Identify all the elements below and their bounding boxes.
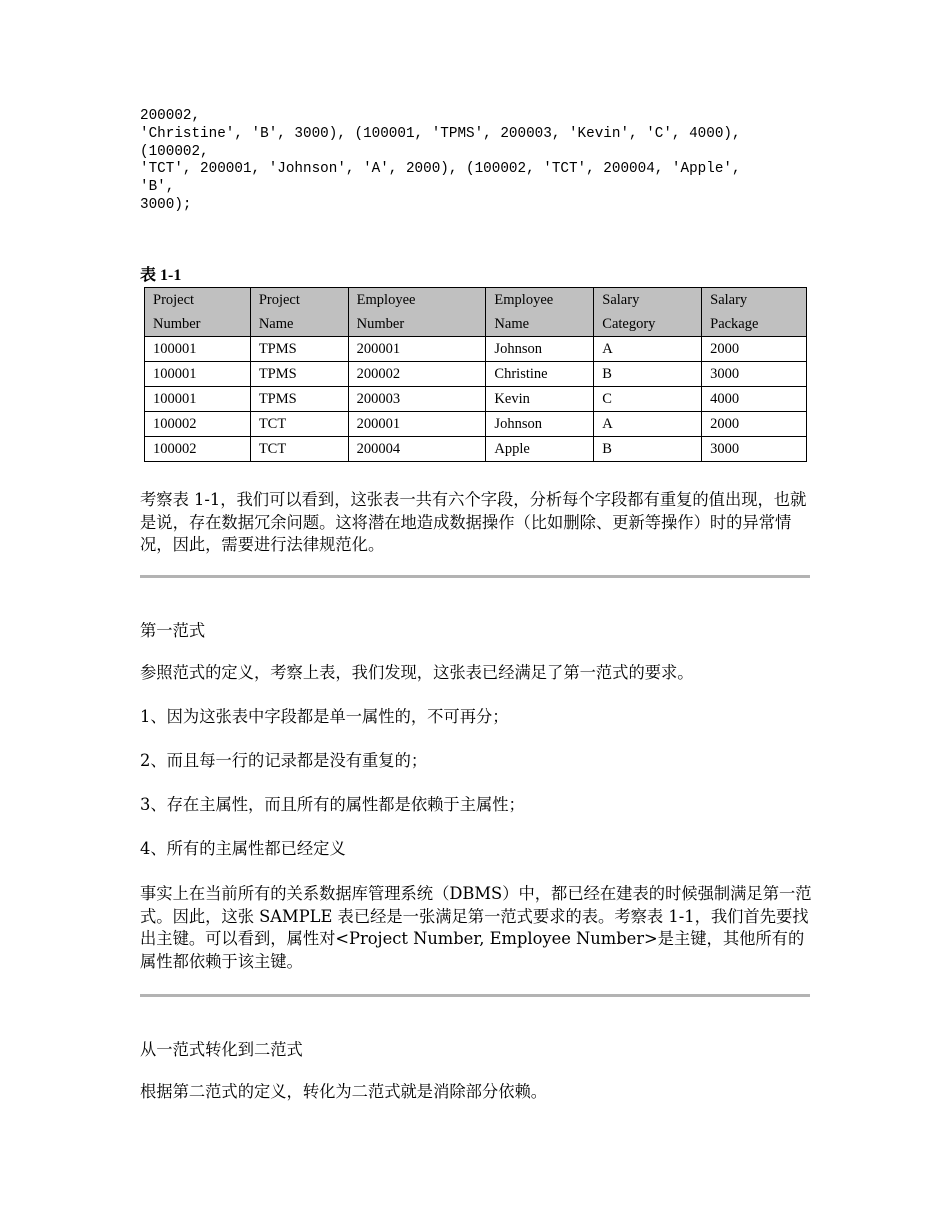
- first-normal-form-explanation: 事实上在当前所有的关系数据库管理系统（DBMS）中，都已经在建表的时候强制满足第一范式。因此，这张 SAMPLE 表已经是一张满足第一范式要求的表。考察表 1-1，我们首先要找出主键。可以看到，属性对<Project Number, Employee Number>是主键，其他所有的属性都依赖于该主键。: [140, 884, 812, 971]
- list-item: 2、而且每一行的记录都是没有重复的；: [140, 751, 428, 770]
- header-project-number: Project Number: [145, 288, 251, 337]
- table-cell: 3000: [702, 437, 807, 462]
- code-line: 'TCT', 200001, 'Johnson', 'A', 2000), (100002, 'TCT', 200004, 'Apple',: [140, 161, 741, 178]
- table-cell: 3000: [702, 362, 807, 387]
- table-caption: 表 1-1: [140, 267, 182, 284]
- header-project-name: Project Name: [250, 288, 348, 337]
- code-line: 3000);: [140, 196, 192, 213]
- section-heading-first-normal-form: 第一范式: [140, 621, 206, 640]
- code-line: (100002,: [140, 143, 209, 160]
- table-cell: C: [594, 387, 702, 412]
- table-cell: A: [594, 337, 702, 362]
- table-row: [145, 437, 807, 462]
- sample-table: [144, 287, 807, 462]
- horizontal-divider: [140, 994, 810, 997]
- table-cell: Kevin: [486, 387, 594, 412]
- table-cell: 4000: [702, 387, 807, 412]
- table-row: [145, 387, 807, 412]
- table-cell: 200001: [348, 337, 486, 362]
- table-cell: 200002: [348, 362, 486, 387]
- code-line: 'B',: [140, 179, 175, 196]
- table-cell: B: [594, 362, 702, 387]
- section-heading-second-normal-form: 从一范式转化到二范式: [140, 1040, 303, 1059]
- table-cell: TPMS: [250, 337, 348, 362]
- table-cell: 200003: [348, 387, 486, 412]
- table-cell: B: [594, 437, 702, 462]
- header-employee-number: Employee Number: [348, 288, 486, 337]
- table-cell: 100002: [145, 437, 251, 462]
- code-line: 200002,: [140, 108, 201, 124]
- header-salary-category: Salary Category: [594, 288, 702, 337]
- analysis-paragraph: 考察表 1-1，我们可以看到，这张表一共有六个字段，分析每个字段都有重复的值出现，也就是说，存在数据冗余问题。这将潜在地造成数据操作（比如删除、更新等操作）时的异常情况，因此，需要进行法律规范化。: [140, 490, 807, 554]
- table-row: [145, 337, 807, 362]
- horizontal-divider: [140, 575, 810, 578]
- table-cell: TPMS: [250, 387, 348, 412]
- table-cell: TPMS: [250, 362, 348, 387]
- table-cell: Johnson: [486, 412, 594, 437]
- table-cell: 200004: [348, 437, 486, 462]
- table-cell: 200001: [348, 412, 486, 437]
- first-normal-form-intro: 参照范式的定义，考察上表，我们发现，这张表已经满足了第一范式的要求。: [140, 663, 694, 682]
- table-cell: 100001: [145, 337, 251, 362]
- list-item: 3、存在主属性，而且所有的属性都是依赖于主属性；: [140, 795, 525, 814]
- list-item: 4、所有的主属性都已经定义: [140, 839, 346, 858]
- table-cell: 100001: [145, 387, 251, 412]
- code-line: 'Christine', 'B', 3000), (100001, 'TPMS', 200003, 'Kevin', 'C', 4000),: [140, 125, 741, 142]
- second-normal-form-intro: 根据第二范式的定义，转化为二范式就是消除部分依赖。: [140, 1082, 548, 1101]
- table-cell: Christine: [486, 362, 594, 387]
- table-row: [145, 412, 807, 437]
- table-cell: 100001: [145, 362, 251, 387]
- header-employee-name: Employee Name: [486, 288, 594, 337]
- table-cell: TCT: [250, 412, 348, 437]
- table-cell: TCT: [250, 437, 348, 462]
- table-cell: Johnson: [486, 337, 594, 362]
- table-cell: 2000: [702, 337, 807, 362]
- list-item: 1、因为这张表中字段都是单一属性的，不可再分；: [140, 707, 509, 726]
- sql-code-block: [140, 108, 741, 215]
- table-cell: A: [594, 412, 702, 437]
- table-cell: 100002: [145, 412, 251, 437]
- table-cell: Apple: [486, 437, 594, 462]
- table-cell: 2000: [702, 412, 807, 437]
- table-row: [145, 362, 807, 387]
- table-header-row: [145, 288, 807, 337]
- header-salary-package: Salary Package: [702, 288, 807, 337]
